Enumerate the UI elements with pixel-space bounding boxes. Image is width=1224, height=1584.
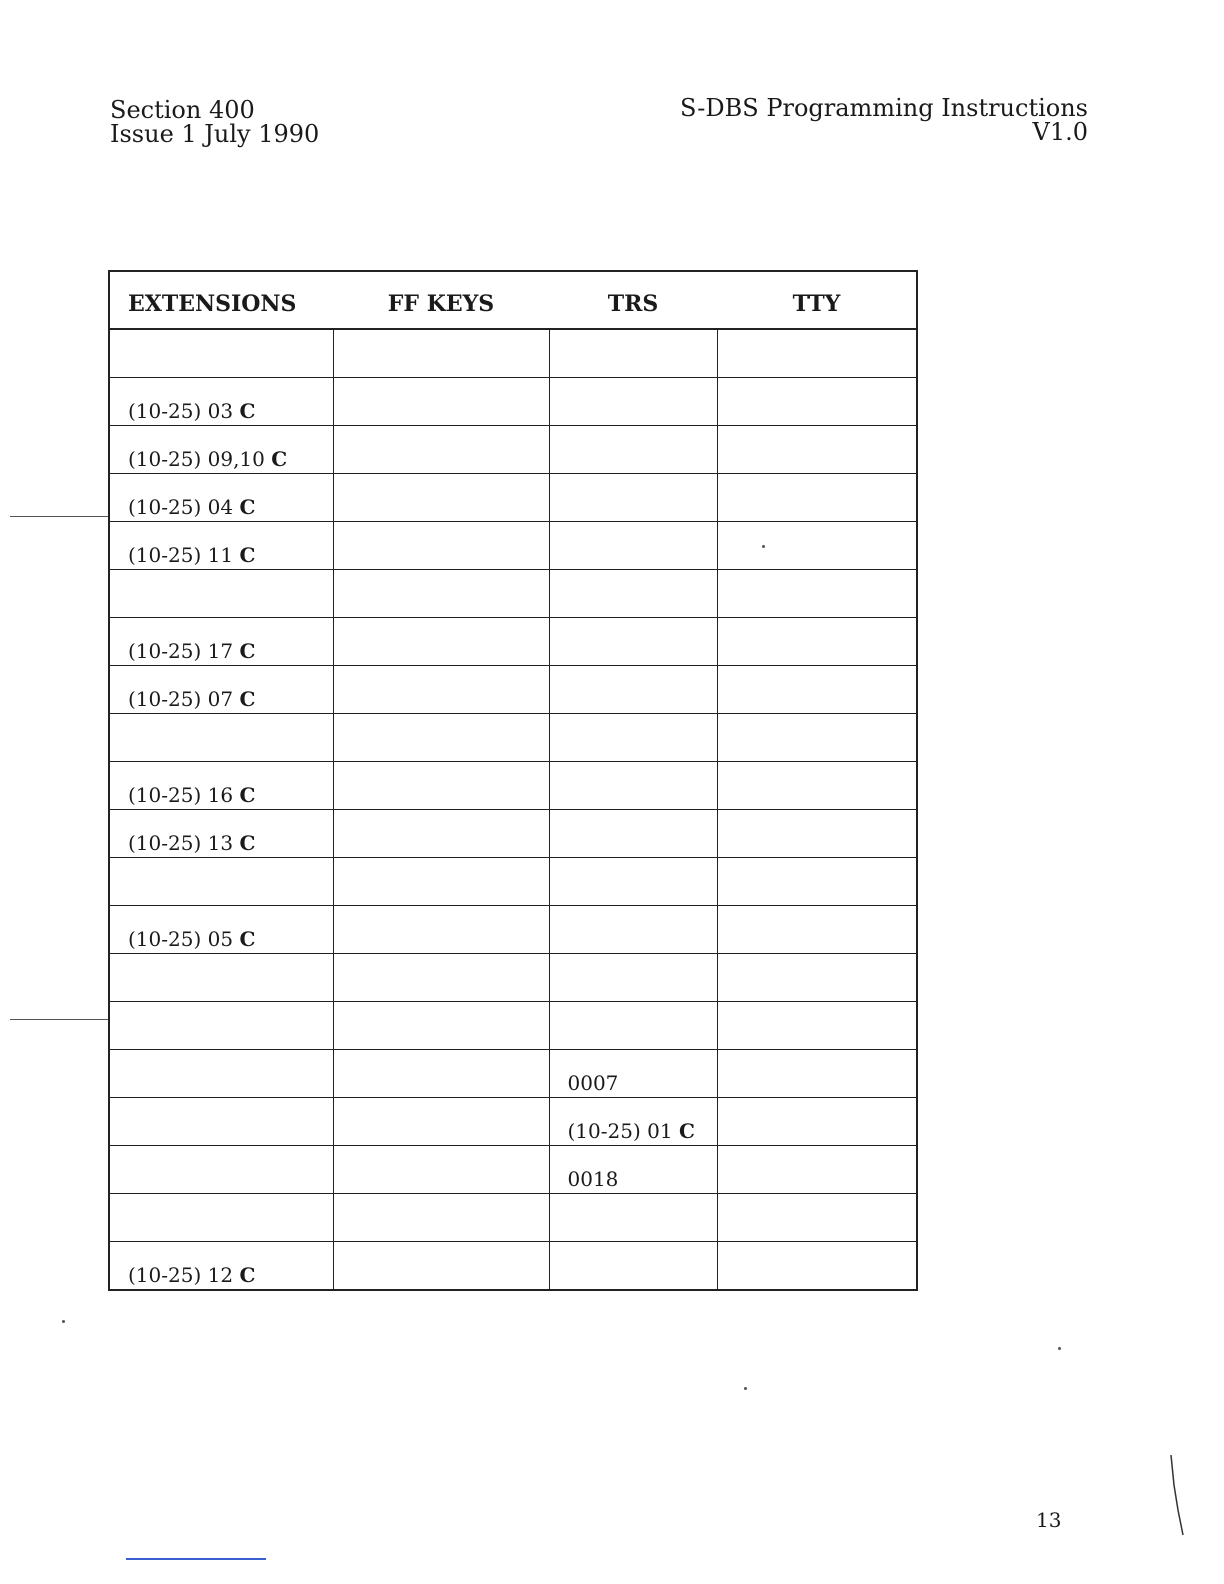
table-row [109, 618, 917, 666]
cell-tty [717, 762, 917, 810]
cell-trs-value: 0018 [567, 1167, 619, 1191]
cell-ff-keys [333, 1242, 549, 1291]
cell-trs [549, 858, 717, 906]
cell-extensions [109, 1002, 333, 1050]
table-row [109, 762, 917, 810]
cell-extensions [109, 426, 333, 474]
cell-extensions [109, 762, 333, 810]
cell-extensions [109, 1050, 333, 1098]
pen-scratch-mark [1170, 1455, 1184, 1535]
table-row [109, 1050, 917, 1098]
cell-tty [717, 810, 917, 858]
cell-extensions [109, 666, 333, 714]
cell-tty [717, 714, 917, 762]
table-row [109, 1194, 917, 1242]
cell-ff-keys [333, 522, 549, 570]
table-row [109, 666, 917, 714]
cell-trs [549, 522, 717, 570]
cell-extensions-value: (10-25) 12 [128, 1263, 234, 1287]
cell-extensions-value: (10-25) 03 [128, 399, 234, 423]
cell-tty [717, 378, 917, 426]
table-row [109, 1146, 917, 1194]
table-header-row [109, 271, 917, 329]
column-header-tty: TTY [717, 271, 917, 329]
cell-ff-keys [333, 1146, 549, 1194]
cell-ff-keys [333, 666, 549, 714]
cell-trs [549, 810, 717, 858]
cell-ff-keys [333, 762, 549, 810]
c-suffix: C [239, 543, 256, 567]
cell-tty [717, 329, 917, 378]
cell-extensions [109, 954, 333, 1002]
cell-ff-keys [333, 1050, 549, 1098]
cell-trs [549, 570, 717, 618]
cell-trs [549, 666, 717, 714]
cell-tty [717, 1242, 917, 1291]
cell-tty [717, 1050, 917, 1098]
table-row [109, 810, 917, 858]
c-suffix: C [239, 831, 256, 855]
c-suffix: C [239, 399, 256, 423]
cell-ff-keys [333, 474, 549, 522]
cell-ff-keys [333, 618, 549, 666]
scan-line-top [10, 516, 110, 517]
scan-line-bottom [10, 1019, 110, 1020]
cell-trs [549, 762, 717, 810]
cell-extensions [109, 858, 333, 906]
table-row [109, 954, 917, 1002]
section-label: Section 400 [110, 96, 255, 124]
cell-extensions [109, 1194, 333, 1242]
c-suffix: C [678, 1119, 695, 1143]
cell-extensions [109, 1098, 333, 1146]
cell-trs [549, 906, 717, 954]
cell-trs [549, 1194, 717, 1242]
table-row [109, 378, 917, 426]
cell-tty [717, 426, 917, 474]
cell-trs [549, 1098, 717, 1146]
cell-ff-keys [333, 858, 549, 906]
cell-trs [549, 618, 717, 666]
table-row [109, 1242, 917, 1291]
document-title: S-DBS Programming Instructions [679, 94, 1088, 122]
cell-extensions [109, 522, 333, 570]
cell-extensions [109, 810, 333, 858]
column-header-extensions: EXTENSIONS [109, 271, 333, 329]
document-version: V1.0 [1032, 118, 1088, 146]
cell-ff-keys [333, 714, 549, 762]
cell-tty [717, 666, 917, 714]
cell-extensions [109, 1242, 333, 1291]
cell-trs [549, 1002, 717, 1050]
header-right [680, 96, 1088, 144]
cell-tty [717, 618, 917, 666]
cell-tty [717, 906, 917, 954]
programming-table [108, 270, 918, 1291]
cell-extensions-value: (10-25) 13 [128, 831, 234, 855]
cell-extensions-value: (10-25) 05 [128, 927, 234, 951]
cell-tty [717, 954, 917, 1002]
cell-extensions-value: (10-25) 07 [128, 687, 234, 711]
table-row [109, 1098, 917, 1146]
table-row [109, 329, 917, 378]
cell-extensions [109, 378, 333, 426]
cell-trs [549, 954, 717, 1002]
cell-ff-keys [333, 906, 549, 954]
cell-trs [549, 714, 717, 762]
cell-ff-keys [333, 329, 549, 378]
cell-extensions [109, 714, 333, 762]
cell-trs [549, 378, 717, 426]
cell-trs-value: 0007 [567, 1071, 619, 1095]
page-number: 13 [1036, 1508, 1062, 1532]
cell-ff-keys [333, 570, 549, 618]
speck [744, 1387, 747, 1390]
cell-tty [717, 474, 917, 522]
c-suffix: C [239, 1263, 256, 1287]
cell-extensions-value: (10-25) 16 [128, 783, 234, 807]
cell-extensions [109, 906, 333, 954]
cell-ff-keys [333, 810, 549, 858]
header-left [110, 98, 319, 146]
speck [1058, 1347, 1061, 1350]
table-row [109, 906, 917, 954]
table-row [109, 570, 917, 618]
cell-ff-keys [333, 426, 549, 474]
table-row [109, 474, 917, 522]
table-body [109, 329, 917, 1290]
cell-ff-keys [333, 954, 549, 1002]
speck [62, 1320, 65, 1323]
cell-ff-keys [333, 378, 549, 426]
cell-trs [549, 426, 717, 474]
c-suffix: C [271, 447, 288, 471]
c-suffix: C [239, 639, 256, 663]
cell-extensions [109, 618, 333, 666]
c-suffix: C [239, 927, 256, 951]
table-row [109, 426, 917, 474]
c-suffix: C [239, 783, 256, 807]
cell-extensions-value: (10-25) 09,10 [128, 447, 265, 471]
cell-tty [717, 522, 917, 570]
cell-tty [717, 1146, 917, 1194]
blue-underline-mark [126, 1558, 266, 1560]
issue-date: Issue 1 July 1990 [110, 120, 320, 148]
cell-trs [549, 329, 717, 378]
cell-tty [717, 858, 917, 906]
cell-trs [549, 1242, 717, 1291]
cell-extensions [109, 570, 333, 618]
cell-tty [717, 1002, 917, 1050]
cell-tty [717, 1194, 917, 1242]
cell-trs-value: (10-25) 01 [567, 1119, 673, 1143]
cell-trs [549, 1146, 717, 1194]
cell-extensions-value: (10-25) 17 [128, 639, 234, 663]
cell-extensions [109, 474, 333, 522]
cell-tty [717, 1098, 917, 1146]
column-header-trs: TRS [549, 271, 717, 329]
c-suffix: C [239, 687, 256, 711]
c-suffix: C [239, 495, 256, 519]
cell-extensions [109, 329, 333, 378]
table-row [109, 714, 917, 762]
cell-extensions-value: (10-25) 11 [128, 543, 234, 567]
table-row [109, 858, 917, 906]
cell-trs [549, 1050, 717, 1098]
table-row [109, 522, 917, 570]
cell-ff-keys [333, 1002, 549, 1050]
cell-ff-keys [333, 1194, 549, 1242]
table-row [109, 1002, 917, 1050]
cell-ff-keys [333, 1098, 549, 1146]
cell-extensions [109, 1146, 333, 1194]
cell-trs [549, 474, 717, 522]
cell-extensions-value: (10-25) 04 [128, 495, 234, 519]
speck [762, 545, 765, 548]
column-header-ff-keys: FF KEYS [333, 271, 549, 329]
cell-tty [717, 570, 917, 618]
